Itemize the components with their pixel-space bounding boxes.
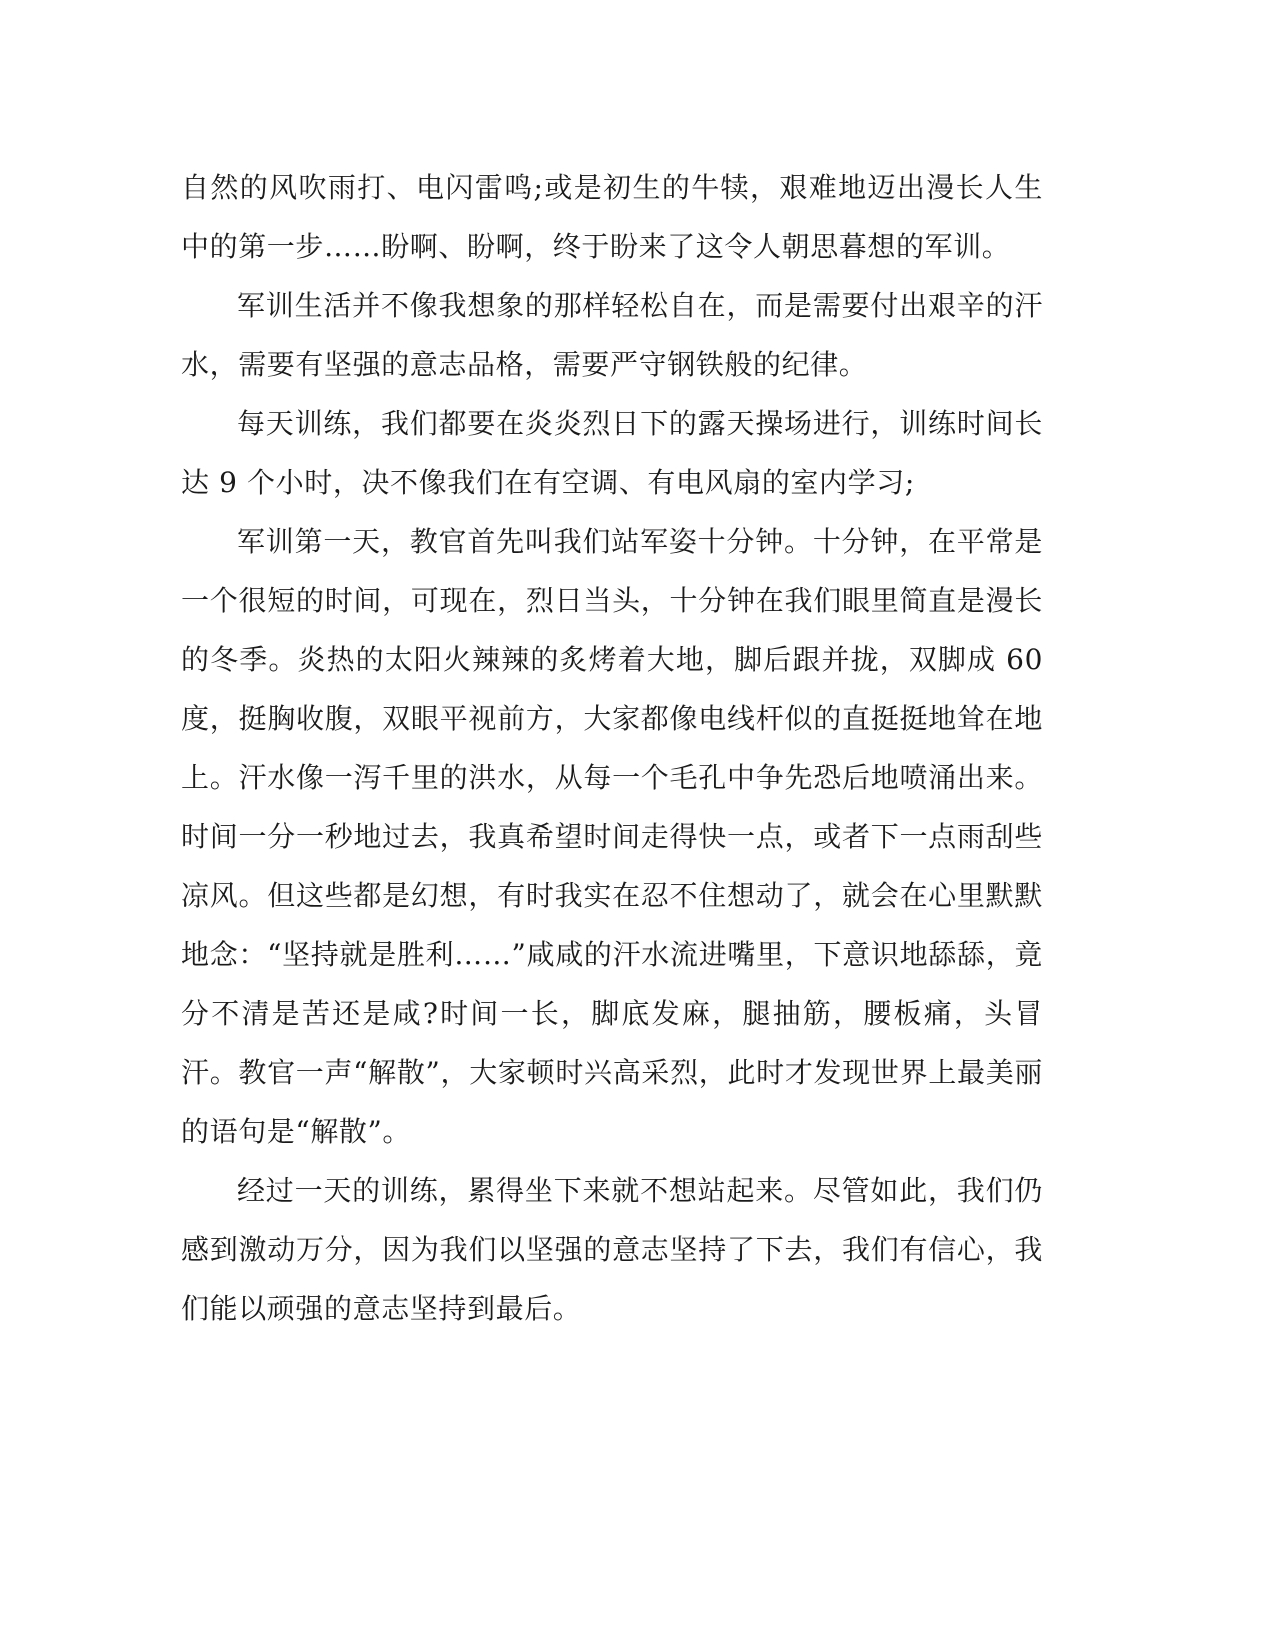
paragraph-5: 经过一天的训练，累得坐下来就不想站起来。尽管如此，我们仍感到激动万分，因为我们以坚强的意志坚持了下去，我们有信心，我们能以顽强的意志坚持到最后。 <box>181 1174 1043 1325</box>
paragraph-4: 军训第一天，教官首先叫我们站军姿十分钟。十分钟，在平常是一个很短的时间，可现在，烈日当头，十分钟在我们眼里简直是漫长的冬季。炎热的太阳火辣辣的炙烤着大地，脚后跟并拢，双脚成 60 度，挺胸收腹，双眼平视前方，大家都像电线杆似的直挺挺地耸在地上。汗水像一泻千里的洪水，从每一个毛孔中争先恐后地喷涌出来。时间一分一秒地过去，我真希望时间走得快一点，或者下一点雨刮些凉风。但这些都是幻想，有时我实在忍不住想动了，就会在心里默默地念：“坚持就是胜利……”咸咸的汗水流进嘴里，下意识地舔舔，竟分不清是苦还是咸?时间一长，脚底发麻，腿抽筋，腰板痛，头冒汗。教官一声“解散”，大家顿时兴高采烈，此时才发现世界上最美丽的语句是“解散”。 <box>181 525 1043 1148</box>
paragraph-3: 每天训练，我们都要在炎炎烈日下的露天操场进行，训练时间长达 9 个小时，决不像我们在有空调、有电风扇的室内学习; <box>181 407 1043 499</box>
document-body <box>181 158 1043 1338</box>
paragraph-1: 自然的风吹雨打、电闪雷鸣;或是初生的牛犊，艰难地迈出漫长人生中的第一步……盼啊、盼啊，终于盼来了这令人朝思暮想的军训。 <box>181 171 1043 263</box>
paragraph-2: 军训生活并不像我想象的那样轻松自在，而是需要付出艰辛的汗水，需要有坚强的意志品格，需要严守钢铁般的纪律。 <box>181 289 1043 381</box>
